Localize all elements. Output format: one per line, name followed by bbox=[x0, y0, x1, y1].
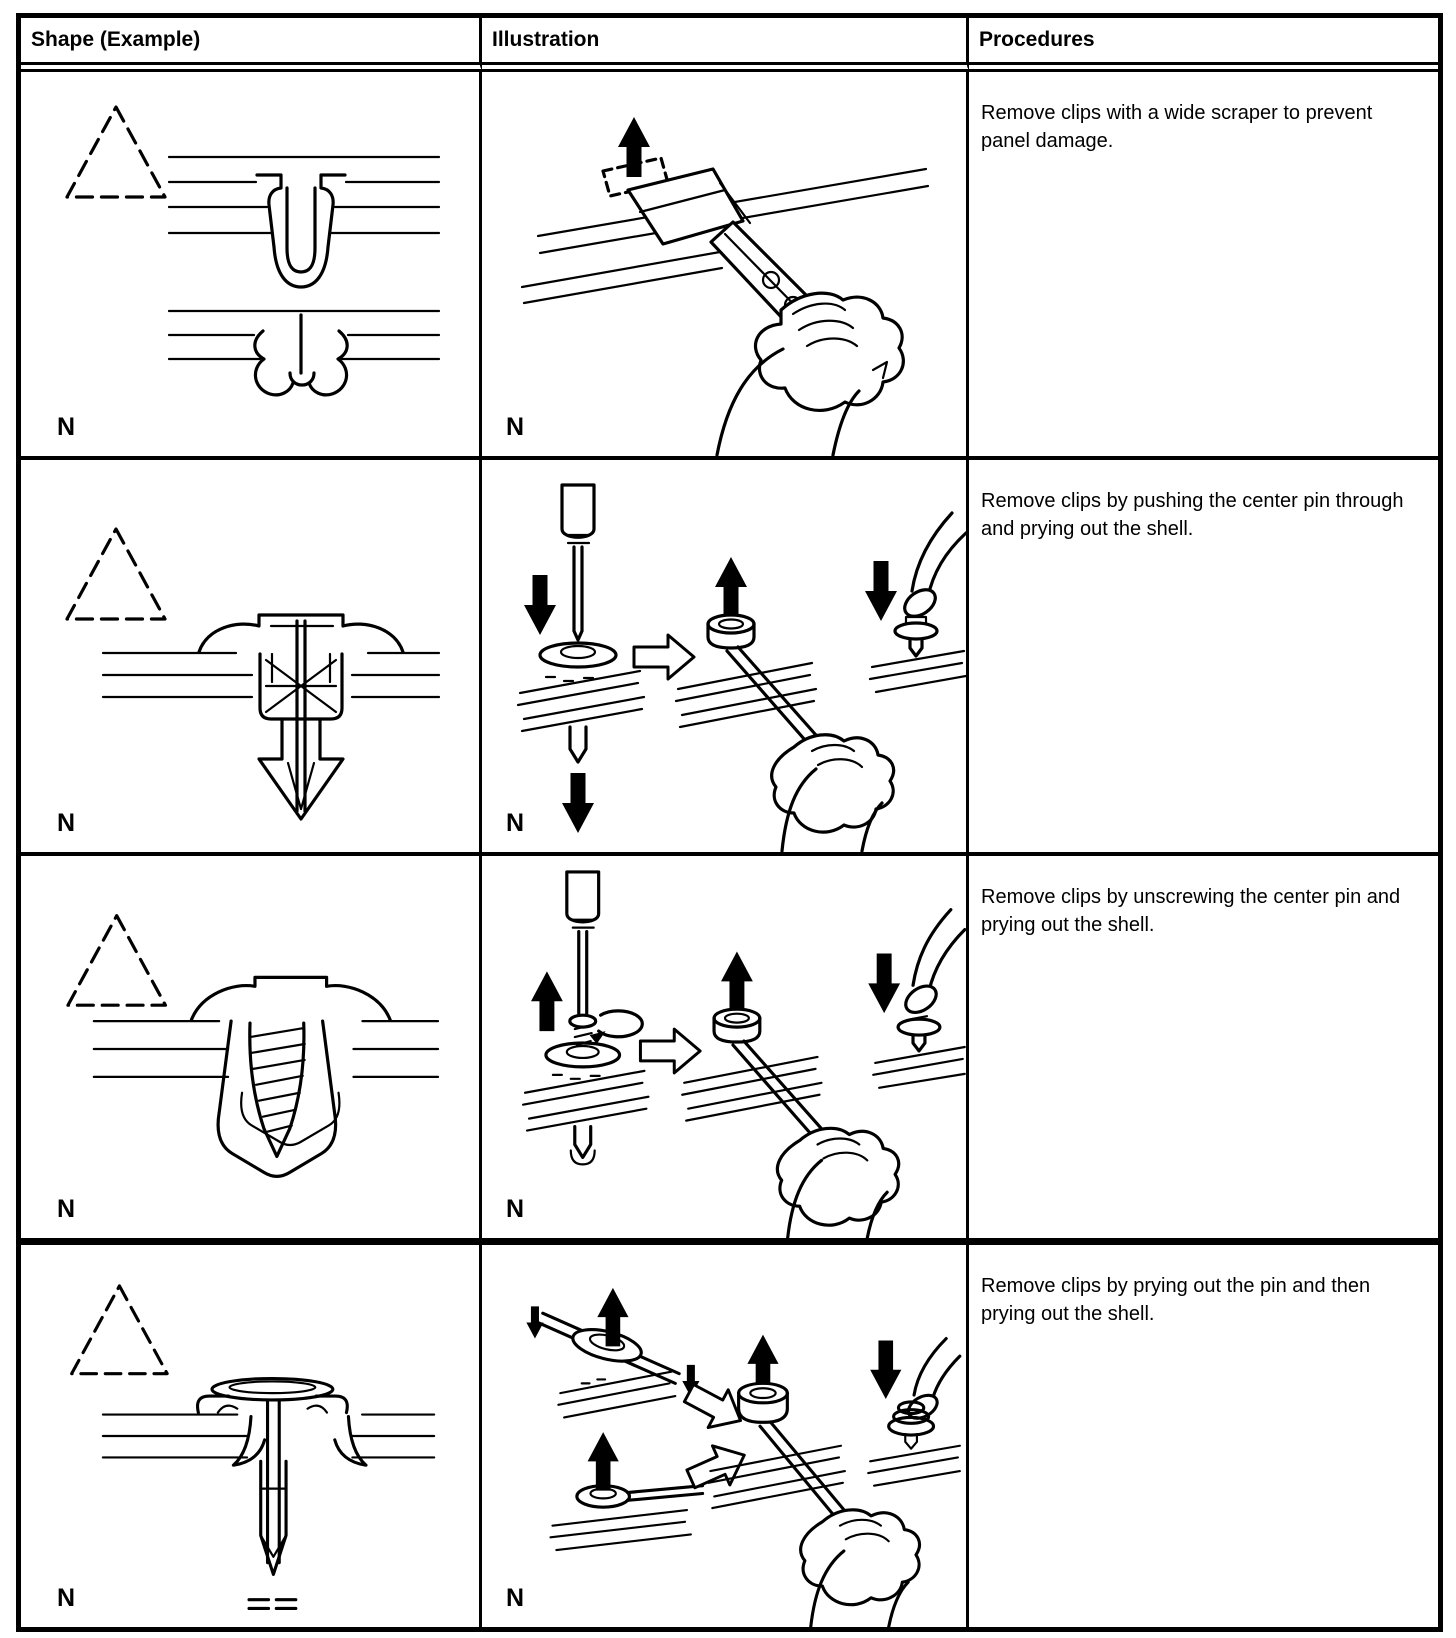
up-arrow-icon bbox=[721, 952, 753, 1012]
note-label: N bbox=[506, 1584, 525, 1612]
procedure-cell-row3 bbox=[969, 856, 1438, 1245]
clip-shell-head bbox=[739, 1383, 788, 1402]
next-step-arrow-icon bbox=[634, 635, 694, 679]
down-arrow-icon bbox=[870, 1341, 901, 1399]
illustration-cell-row1 bbox=[482, 72, 969, 460]
column-header-procedures bbox=[969, 18, 1438, 72]
pushed-pin bbox=[570, 727, 586, 762]
illustration-cell-row4 bbox=[482, 1245, 969, 1627]
clip-shell-head bbox=[714, 1009, 760, 1027]
header-label: Shape (Example) bbox=[31, 28, 201, 51]
unscrew-pin-removal-illustration bbox=[482, 856, 966, 1238]
shape-cell-row2 bbox=[21, 460, 482, 856]
wide-scraper-removal-illustration bbox=[482, 72, 966, 456]
column-header-illustration bbox=[482, 18, 969, 72]
clip-removal-procedures-table bbox=[16, 13, 1443, 1632]
header-label: Procedures bbox=[979, 28, 1095, 51]
illustration-cell-row3 bbox=[482, 856, 969, 1245]
note-label: N bbox=[57, 413, 76, 441]
procedure-text: Remove clips with a wide scraper to prevent panel damage. bbox=[981, 102, 1373, 153]
shape-cell-row4 bbox=[21, 1245, 482, 1627]
note-label: N bbox=[57, 1584, 76, 1612]
procedure-cell-row4 bbox=[969, 1245, 1438, 1627]
procedure-cell-row2 bbox=[969, 460, 1438, 856]
clip-shell-head bbox=[708, 615, 754, 633]
center-pin bbox=[268, 1401, 280, 1563]
note-label: N bbox=[57, 809, 76, 837]
push-pin-clip-diagram bbox=[21, 460, 479, 852]
pry-pin-removal-illustration bbox=[482, 1245, 966, 1627]
up-arrow-icon bbox=[588, 1432, 619, 1490]
down-arrow-icon bbox=[868, 953, 900, 1013]
finger bbox=[913, 910, 965, 992]
screwdriver-handle bbox=[567, 872, 599, 922]
note-label: N bbox=[506, 1195, 525, 1223]
note-label: N bbox=[506, 413, 525, 441]
note-label: N bbox=[506, 809, 525, 837]
screwdriver-handle bbox=[562, 485, 594, 537]
illustration-cell-row2 bbox=[482, 460, 969, 856]
finger bbox=[912, 513, 966, 597]
procedure-text: Remove clips by prying out the pin and then prying out the shell. bbox=[981, 1275, 1371, 1326]
up-arrow-icon bbox=[531, 971, 563, 1031]
procedure-cell-row1 bbox=[969, 72, 1438, 460]
procedure-text: Remove clips by pushing the center pin through and prying out the shell. bbox=[981, 490, 1404, 541]
screw-type-clip-diagram bbox=[21, 856, 479, 1238]
dashed-triangle-icon bbox=[68, 916, 165, 1006]
shape-cell-row3 bbox=[21, 856, 482, 1245]
threaded-center-pin bbox=[250, 1023, 304, 1156]
flat-head-pin-clip-diagram bbox=[21, 1245, 479, 1627]
up-arrow-icon bbox=[715, 557, 747, 617]
u-shaped-spring-clip-diagram bbox=[21, 72, 479, 456]
column-header-shape bbox=[21, 18, 482, 72]
down-arrow-icon bbox=[524, 575, 556, 635]
procedure-text: Remove clips by unscrewing the center pin and prying out the shell. bbox=[981, 886, 1401, 937]
hand bbox=[772, 735, 894, 832]
screwdriver-shaft bbox=[579, 932, 587, 1014]
next-step-arrow-icon bbox=[640, 1029, 700, 1073]
header-label: Illustration bbox=[492, 28, 600, 51]
finger bbox=[914, 1339, 960, 1403]
down-arrow-icon bbox=[562, 773, 594, 833]
push-pin-removal-illustration bbox=[482, 460, 966, 852]
next-step-arrow-icon bbox=[682, 1436, 753, 1499]
shape-cell-row1 bbox=[21, 72, 482, 460]
dashed-triangle-icon bbox=[67, 529, 165, 619]
screwdriver-shaft bbox=[574, 547, 582, 640]
dashed-triangle-icon bbox=[67, 107, 165, 197]
note-label: N bbox=[57, 1195, 76, 1223]
down-arrow-icon bbox=[865, 561, 897, 621]
hand bbox=[777, 1128, 898, 1225]
dashed-triangle-icon bbox=[72, 1286, 168, 1374]
rotation-arrow-icon bbox=[599, 1011, 643, 1037]
